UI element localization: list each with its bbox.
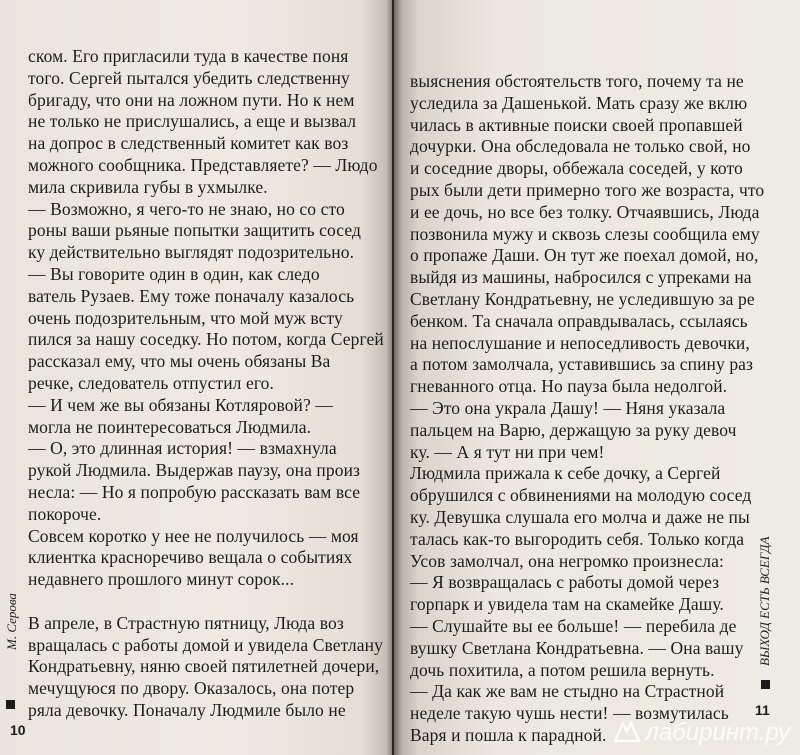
text-line: талась как-то выгородить себя. Только когда [410, 528, 745, 549]
text-line: Людмила прижала к себе дочку, а Сергей [410, 463, 721, 484]
left-running-head: М. Серова [4, 593, 19, 650]
text-line: того. Сергей пытался убедить следственну [28, 67, 350, 88]
text-line: выйдя из машины, набросился с упреками на [410, 267, 752, 288]
text-line: речке, следователь отпустил его. [28, 373, 275, 393]
text-line: — Слушайте вы ее больше! — перебила де [410, 616, 737, 636]
text-line: — Возможно, я чего-то не знаю, но со сто [28, 198, 345, 219]
text-line: можного сообщника. Представляете? — Людо [28, 155, 378, 175]
left-page [0, 0, 392, 755]
text-line: Кондратьевну, няню своей пятилетней дочери, [28, 656, 380, 677]
labirint-logo-icon [613, 721, 641, 743]
text-line: — Вы говорите один в один, как следо [28, 264, 320, 284]
text-line: рассказал ему, что мы очень обязаны Ва [28, 351, 331, 372]
left-page-number: 10 [10, 722, 26, 738]
text-line: неделе такую чушь нести! — возмутилась [410, 703, 729, 724]
text-line: чилась в активные поиски своей пропавшей [410, 114, 743, 135]
page-marker-square [6, 700, 15, 709]
text-line: ку действительно выглядят подозрительно. [28, 242, 355, 263]
text-line: а потом замолчала, уставившись за спину раз [410, 354, 754, 375]
text-line: вушку Светлана Кондратьевна. — Она вашу [410, 637, 744, 658]
text-line: горпарк и увидела там на скамейке Дашу. [410, 594, 724, 615]
text-line: Светлану Кондратьевну, не уследившую за ре [410, 289, 755, 309]
text-line: рукой Людмила. Выдержав паузу, она произ [28, 460, 361, 481]
text-line: обрушился с обвинениями на молодую сосед [410, 485, 752, 506]
text-line: Совсем коротко у нее не получилось — моя [28, 525, 359, 546]
text-line: и соседние дворы, оббежала соседей, у кото [410, 158, 743, 179]
text-line: — Это она украла Дашу! — Няня указала [410, 398, 726, 418]
watermark-text: лабиринт.ру [645, 719, 790, 746]
text-line: вращалась с работы домой и увидела Светлану [28, 634, 383, 655]
text-line: ку. Девушка слушала его молча и даже не пы [410, 507, 750, 527]
text-line: недавнего прошлого минут сорок... [28, 569, 295, 590]
text-line: выяснения обстоятельств того, почему та не [410, 71, 744, 91]
text-line: ватель Рузаев. Ему тоже поначалу казалось [28, 285, 355, 306]
text-line: очень подозрительным, что мой муж всту [28, 307, 343, 328]
text-line: на непослушание и непоседливость девочки, [410, 332, 750, 353]
text-line: — О, это длинная история! — взмахнула [28, 438, 337, 459]
text-line: и ее дочь, но все без толку. Отчаявшись, Люда [410, 201, 760, 222]
text-line: Усов замолчал, она негромко произнесла: [410, 550, 724, 571]
text-line: могла не поинтересоваться Людмила. [28, 416, 312, 437]
text-line: бенком. Та сначала оправдывалась, ссылаясь [410, 310, 748, 331]
right-page-number: 11 [755, 702, 770, 718]
text-line: не только не прислушались, а еще и вызвал [28, 111, 357, 132]
text-line: бригаду, что они на ложном пути. Но к нем [28, 89, 355, 110]
text-line: о пропаже Даши. Он тут же поехал домой, но, [410, 245, 759, 266]
text-line: Варя и пошла к парадной. [410, 725, 607, 745]
text-line: несла: — Но я попробую рассказать вам все [28, 482, 361, 502]
text-line: ряла девочку. Поначалу Людмиле было не [28, 700, 346, 720]
right-page [394, 0, 800, 755]
text-line: мечущуюся по двору. Оказалось, она потер [28, 678, 355, 699]
text-line: роны ваши рьяные попытки защитить сосед [28, 220, 361, 241]
text-line: клиентка красноречиво вещала о событиях [28, 547, 353, 568]
text-line: ку. — А я тут ни при чем! [410, 441, 605, 462]
text-line: позвонила мужу и сквозь слезы сообщила ему [410, 223, 760, 244]
text-line: дочь похитила, а потом решила вернуть. [410, 659, 715, 680]
watermark [613, 719, 790, 747]
text-line: гневанного отца. Но пауза была недолгой. [410, 376, 728, 397]
right-running-head: ВЫХОД ЕСТЬ ВСЕГДА [757, 536, 772, 666]
text-line: покороче. [28, 503, 102, 524]
text-line: мила скривила губы в ухмылке. [28, 176, 268, 197]
text-line: на допрос в следственный комитет как воз [28, 133, 349, 154]
text-line: — И чем же вы обязаны Котляровой? — [28, 394, 333, 415]
page-marker-square [761, 680, 770, 689]
text-line: рых были дети примерно того же возраста, что [410, 180, 765, 200]
text-line: пился за нашу соседку. Но потом, когда Сергей [28, 329, 384, 350]
book-gutter-shadow [386, 0, 402, 755]
text-line: уследила за Дашенькой. Мать сразу же вклю [410, 92, 748, 113]
text-line: ском. Его пригласили туда в качестве поня [28, 46, 349, 66]
text-line: пальцем на Варю, держащую за руку девоч [410, 419, 737, 440]
text-line: В апреле, в Страстную пятницу, Люда воз [28, 612, 344, 633]
text-line: — Да как же вам не стыдно на Страстной [410, 681, 725, 702]
text-line: дочурки. Она обследовала не только свой, но [410, 136, 751, 157]
text-line: — Я возвращалась с работы домой через [410, 572, 720, 593]
